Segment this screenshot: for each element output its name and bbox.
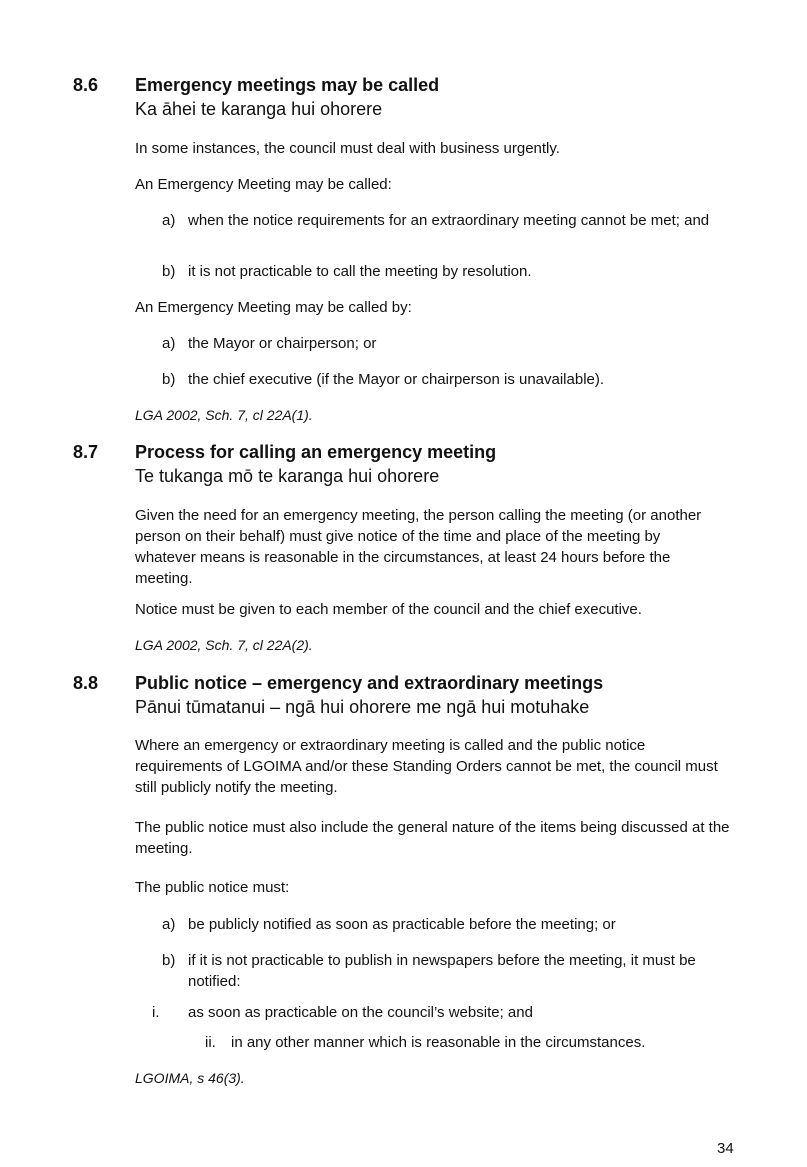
list-item-text: the Mayor or chairperson; or <box>188 335 377 352</box>
sub-list-marker: i. <box>152 1004 160 1021</box>
paragraph: Notice must be given to each member of the council and the chief executive. <box>135 601 642 618</box>
list-item-text: it is not practicable to call the meeting by resolution. <box>188 263 532 280</box>
section-title: Process for calling an emergency meeting <box>135 442 497 462</box>
list-item <box>162 914 742 935</box>
legal-citation: LGA 2002, Sch. 7, cl 22A(1). <box>135 407 313 423</box>
list-item <box>162 950 742 992</box>
list-item <box>162 261 742 282</box>
section-title: Public notice – emergency and extraordinary meetings <box>135 673 604 693</box>
paragraph: The public notice must also include the general nature of the items being discussed at the meeting. <box>135 819 730 857</box>
legal-citation: LGOIMA, s 46(3). <box>135 1070 245 1086</box>
list-item <box>162 210 742 231</box>
section-number: 8.8 <box>73 673 99 693</box>
sub-list-marker: ii. <box>205 1034 216 1051</box>
list-item-text: when the notice requirements for an extraordinary meeting cannot be met; and <box>188 212 710 229</box>
paragraph: The public notice must: <box>135 879 290 896</box>
paragraph: Where an emergency or extraordinary meeting is called and the public notice requirements of LGOIMA and/or these Standing Orders cannot be met, the council must still publicly notify the meeting. <box>135 737 718 796</box>
sub-list-item-text: in any other manner which is reasonable in the circumstances. <box>231 1034 646 1051</box>
section-title: Emergency meetings may be called <box>135 75 440 95</box>
page-number: 34 <box>717 1140 734 1157</box>
section-number: 8.6 <box>73 75 99 95</box>
paragraph: An Emergency Meeting may be called by: <box>135 299 412 316</box>
legal-citation: LGA 2002, Sch. 7, cl 22A(2). <box>135 637 313 653</box>
list-marker: b) <box>162 371 176 388</box>
list-item-text: if it is not practicable to publish in newspapers before the meeting, it must be notified: <box>188 952 696 990</box>
list-item-text: be publicly notified as soon as practicable before the meeting; or <box>188 916 616 933</box>
list-marker: a) <box>162 335 176 352</box>
section-subtitle: Pānui tūmatanui – ngā hui ohorere me ngā hui motuhake <box>135 697 590 717</box>
paragraph: An Emergency Meeting may be called: <box>135 176 392 193</box>
section-subtitle: Ka āhei te karanga hui ohorere <box>135 99 383 119</box>
paragraph: Given the need for an emergency meeting, the person calling the meeting (or another person on their behalf) must give notice of the time and place of the meeting by whatever means is reasonable in the circumstances, at least 24 hours before the meeting. <box>135 507 702 587</box>
section-subtitle: Te tukanga mō te karanga hui ohorere <box>135 466 440 486</box>
sub-list-item-text: as soon as practicable on the council’s website; and <box>188 1004 533 1021</box>
list-marker: a) <box>162 212 176 229</box>
list-item <box>162 333 742 354</box>
list-marker: b) <box>162 952 176 969</box>
list-item-text: the chief executive (if the Mayor or chairperson is unavailable). <box>188 371 605 388</box>
list-item <box>162 369 742 390</box>
section-number: 8.7 <box>73 442 99 462</box>
list-marker: a) <box>162 916 176 933</box>
list-marker: b) <box>162 263 176 280</box>
paragraph: In some instances, the council must deal with business urgently. <box>135 140 560 157</box>
